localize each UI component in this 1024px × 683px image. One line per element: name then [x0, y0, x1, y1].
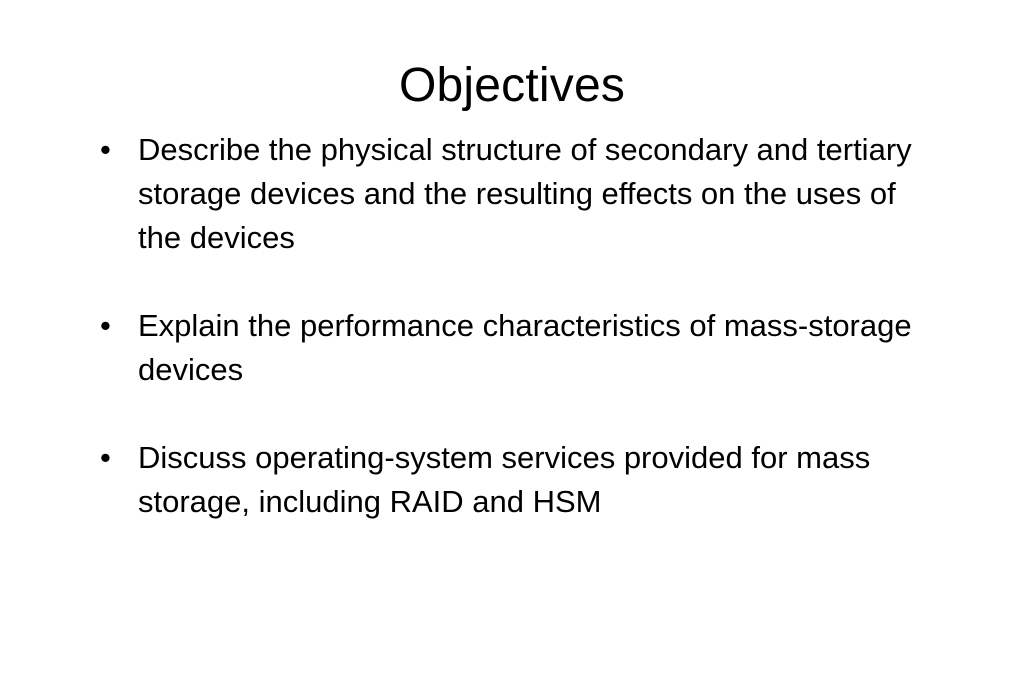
- bullet-dot-icon: •: [100, 132, 111, 167]
- bullet-text: Explain the performance characteristics of mass-storage devices: [138, 308, 912, 387]
- bullet-item: [100, 304, 920, 392]
- bullet-dot-icon: •: [100, 308, 111, 343]
- bullet-item: [100, 436, 920, 524]
- bullet-text: Describe the physical structure of secondary and tertiary storage devices and the resulting effects on the uses of the devices: [138, 132, 912, 255]
- bullet-text: Discuss operating-system services provided for mass storage, including RAID and HSM: [138, 440, 871, 519]
- bullet-dot-icon: •: [100, 440, 111, 475]
- bullet-list: [100, 128, 920, 524]
- slide-title: Objectives: [398, 59, 626, 112]
- bullet-item: [100, 128, 920, 260]
